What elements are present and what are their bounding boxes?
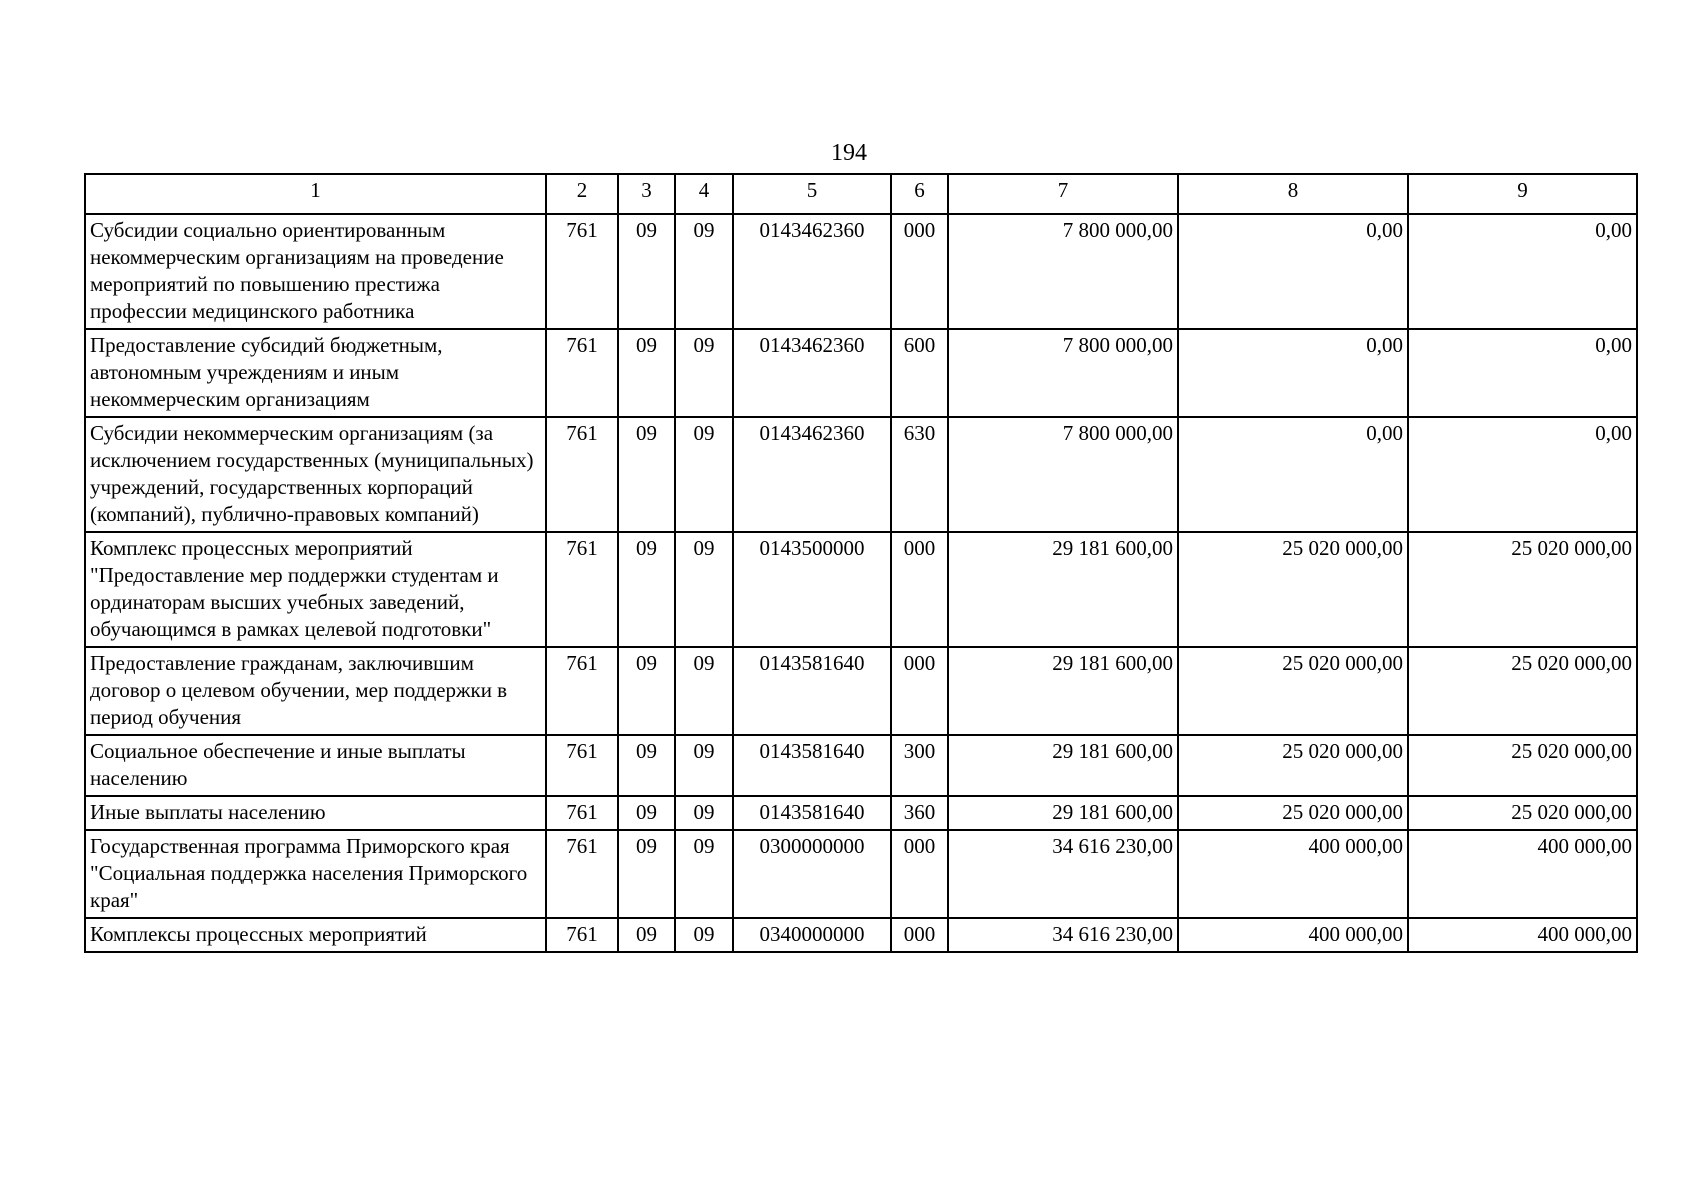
code-cell: 761 [546,735,618,796]
code-cell: 09 [618,918,675,952]
table-row [85,647,1637,735]
amount-cell: 7 800 000,00 [948,329,1178,417]
header-cell: 4 [675,174,733,214]
code-cell: 0143462360 [733,417,891,532]
table-row [85,532,1637,647]
row-name: Субсидии некоммерческим организациям (за исключением государственных (муниципальных) учреждений, государственных корпораций (компаний), публично-правовых компаний) [85,417,546,532]
amount-cell: 400 000,00 [1178,918,1408,952]
row-name: Иные выплаты населению [85,796,546,830]
code-cell: 09 [675,830,733,918]
code-cell: 0143581640 [733,647,891,735]
table-row [85,735,1637,796]
table-row [85,214,1637,329]
amount-cell: 0,00 [1408,417,1637,532]
code-cell: 09 [675,735,733,796]
code-cell: 630 [891,417,948,532]
amount-cell: 400 000,00 [1178,830,1408,918]
row-name: Предоставление гражданам, заключившим договор о целевом обучении, мер поддержки в период обучения [85,647,546,735]
code-cell: 0300000000 [733,830,891,918]
amount-cell: 34 616 230,00 [948,918,1178,952]
code-cell: 0340000000 [733,918,891,952]
table-row [85,329,1637,417]
code-cell: 761 [546,329,618,417]
code-cell: 000 [891,830,948,918]
code-cell: 0143500000 [733,532,891,647]
code-cell: 300 [891,735,948,796]
row-name: Социальное обеспечение и иные выплаты населению [85,735,546,796]
code-cell: 360 [891,796,948,830]
code-cell: 600 [891,329,948,417]
header-cell: 8 [1178,174,1408,214]
amount-cell: 0,00 [1408,329,1637,417]
code-cell: 0143462360 [733,329,891,417]
code-cell: 09 [675,214,733,329]
amount-cell: 400 000,00 [1408,918,1637,952]
header-cell: 6 [891,174,948,214]
code-cell: 09 [618,796,675,830]
amount-cell: 25 020 000,00 [1178,647,1408,735]
table-row [85,918,1637,952]
budget-table [84,173,1638,953]
header-cell: 2 [546,174,618,214]
table-row [85,830,1637,918]
row-name: Государственная программа Приморского края "Социальная поддержка населения Приморского края" [85,830,546,918]
amount-cell: 25 020 000,00 [1178,735,1408,796]
code-cell: 000 [891,532,948,647]
code-cell: 761 [546,532,618,647]
code-cell: 09 [675,417,733,532]
amount-cell: 7 800 000,00 [948,417,1178,532]
code-cell: 09 [675,918,733,952]
code-cell: 000 [891,214,948,329]
code-cell: 0143581640 [733,735,891,796]
amount-cell: 29 181 600,00 [948,796,1178,830]
code-cell: 09 [618,647,675,735]
header-cell: 5 [733,174,891,214]
code-cell: 761 [546,417,618,532]
amount-cell: 25 020 000,00 [1408,796,1637,830]
header-cell: 7 [948,174,1178,214]
row-name: Субсидии социально ориентированным некоммерческим организациям на проведение мероприятий по повышению престижа профессии медицинского работника [85,214,546,329]
amount-cell: 25 020 000,00 [1408,532,1637,647]
code-cell: 09 [675,796,733,830]
amount-cell: 0,00 [1178,417,1408,532]
code-cell: 09 [618,532,675,647]
code-cell: 09 [618,329,675,417]
amount-cell: 400 000,00 [1408,830,1637,918]
amount-cell: 29 181 600,00 [948,647,1178,735]
code-cell: 09 [618,417,675,532]
amount-cell: 29 181 600,00 [948,532,1178,647]
amount-cell: 25 020 000,00 [1178,796,1408,830]
code-cell: 000 [891,647,948,735]
code-cell: 09 [618,830,675,918]
amount-cell: 25 020 000,00 [1408,647,1637,735]
code-cell: 09 [675,329,733,417]
code-cell: 09 [675,647,733,735]
header-row [85,174,1637,214]
page-number: 194 [831,140,867,166]
table-row [85,417,1637,532]
amount-cell: 7 800 000,00 [948,214,1178,329]
code-cell: 761 [546,647,618,735]
amount-cell: 0,00 [1408,214,1637,329]
amount-cell: 25 020 000,00 [1408,735,1637,796]
row-name: Предоставление субсидий бюджетным, автономным учреждениям и иным некоммерческим организациям [85,329,546,417]
amount-cell: 29 181 600,00 [948,735,1178,796]
code-cell: 0143581640 [733,796,891,830]
header-cell: 3 [618,174,675,214]
table-row [85,796,1637,830]
code-cell: 000 [891,918,948,952]
code-cell: 0143462360 [733,214,891,329]
code-cell: 761 [546,830,618,918]
amount-cell: 25 020 000,00 [1178,532,1408,647]
code-cell: 09 [675,532,733,647]
code-cell: 761 [546,796,618,830]
code-cell: 09 [618,735,675,796]
code-cell: 761 [546,918,618,952]
header-cell: 9 [1408,174,1637,214]
amount-cell: 0,00 [1178,329,1408,417]
code-cell: 09 [618,214,675,329]
amount-cell: 0,00 [1178,214,1408,329]
row-name: Комплекс процессных мероприятий "Предоставление мер поддержки студентам и ординаторам высших учебных заведений, обучающимся в рамках целевой подготовки" [85,532,546,647]
code-cell: 761 [546,214,618,329]
header-cell: 1 [85,174,546,214]
amount-cell: 34 616 230,00 [948,830,1178,918]
row-name: Комплексы процессных мероприятий [85,918,546,952]
